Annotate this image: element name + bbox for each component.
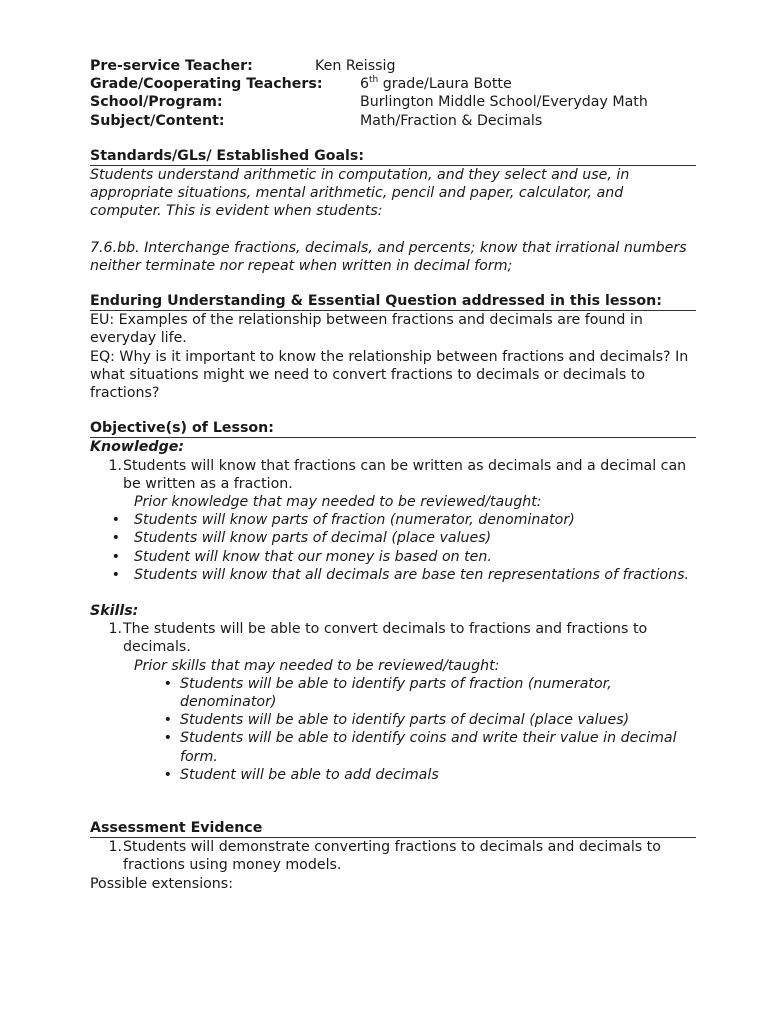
header-label: School/Program: <box>90 94 223 111</box>
list-item <box>90 675 696 711</box>
item-number: 1. <box>108 457 122 474</box>
assessment-item <box>90 838 696 874</box>
header-row-subject <box>90 112 696 130</box>
list-item <box>90 766 696 784</box>
skills-bullets <box>90 675 696 784</box>
skills-prior-label: Prior skills that may needed to be reviewed/taught: <box>134 657 500 674</box>
item-number: 1. <box>108 621 122 638</box>
bullet-text: Student will know that our money is based on ten. <box>134 548 492 565</box>
item-number: 1. <box>108 839 122 856</box>
header-value: Math/Fraction & Decimals <box>360 112 543 129</box>
bullet-text: Students will know parts of decimal (place values) <box>134 530 492 547</box>
header-label: Pre-service Teacher: <box>90 58 253 74</box>
skills-label: Skills: <box>90 603 139 620</box>
header-block <box>90 57 696 130</box>
list-item <box>90 511 696 529</box>
standards-title: Standards/GLs/ Established Goals: <box>90 147 696 166</box>
standards-paragraph: 7.6.bb. Interchange fractions, decimals, and percents; know that irrational numbers neither terminate nor repeat when written in decimal form; <box>90 239 687 274</box>
item-text: The students will be able to convert decimals to fractions and fractions to decimals. <box>123 621 648 656</box>
list-item <box>90 711 696 729</box>
list-item <box>90 729 696 765</box>
header-label: Grade/Cooperating Teachers: <box>90 76 323 93</box>
list-item <box>90 548 696 566</box>
header-value: Ken Reissig <box>315 58 396 74</box>
bullet-text: Students will be able to identify parts of decimal (place values) <box>180 712 630 729</box>
objectives-title: Objective(s) of Lesson: <box>90 419 696 438</box>
bullet-glyph: • <box>111 512 120 529</box>
knowledge-label: Knowledge: <box>90 439 185 456</box>
header-row-school <box>90 93 696 111</box>
spacer <box>90 784 696 802</box>
header-label: Subject/Content: <box>90 112 225 129</box>
bullet-glyph: • <box>111 548 120 565</box>
bullet-glyph: • <box>163 675 172 692</box>
extensions-label: Possible extensions: <box>90 875 233 892</box>
bullet-text: Student will be able to add decimals <box>180 766 439 783</box>
bullet-text: Students will know that all decimals are base ten representations of fractions. <box>134 566 689 583</box>
bullet-text: Students will know parts of fraction (numerator, denominator) <box>134 512 575 529</box>
header-value <box>360 75 512 93</box>
list-item <box>90 529 696 547</box>
header-row-grade <box>90 75 696 93</box>
bullet-glyph: • <box>163 766 172 783</box>
lesson-plan-page <box>90 57 696 893</box>
knowledge-item <box>90 457 696 493</box>
grade-rest: grade/Laura Botte <box>378 76 512 93</box>
bullet-glyph: • <box>111 530 120 547</box>
bullet-text: Students will be able to identify parts of fraction (numerator, denominator) <box>180 675 612 711</box>
standards-paragraph: Students understand arithmetic in computation, and they select and use, in appropriate situations, mental arithmetic, pencil and paper, calculator, and computer. This is evident when students: <box>90 166 630 220</box>
header-row-teacher <box>90 57 696 75</box>
eu-text: EU: Examples of the relationship between fractions and decimals are found in everyday life. <box>90 312 643 347</box>
spacer <box>90 221 696 239</box>
skills-item <box>90 620 696 656</box>
header-value: Burlington Middle School/Everyday Math <box>360 94 648 111</box>
knowledge-prior-label: Prior knowledge that may needed to be reviewed/taught: <box>134 494 542 510</box>
eq-text: EQ: Why is it important to know the relationship between fractions and decimals? In what situations might we need to convert fractions to decimals or decimals to fractions? <box>90 348 689 401</box>
grade-number: 6 <box>360 76 370 93</box>
bullet-glyph: • <box>111 566 120 583</box>
item-text: Students will demonstrate converting fractions to decimals and decimals to fractions using money models. <box>123 839 661 874</box>
bullet-glyph: • <box>163 712 172 729</box>
item-text: Students will know that fractions can be written as decimals and a decimal can be written as a fraction. <box>123 457 687 492</box>
spacer <box>90 584 696 602</box>
assessment-title: Assessment Evidence <box>90 819 696 838</box>
bullet-glyph: • <box>163 730 172 747</box>
bullet-text: Students will be able to identify coins and write their value in decimal form. <box>180 730 677 765</box>
enduring-title: Enduring Understanding & Essential Question addressed in this lesson: <box>90 292 696 311</box>
list-item <box>90 566 696 584</box>
grade-ordinal: th <box>369 75 379 86</box>
knowledge-bullets <box>90 511 696 584</box>
